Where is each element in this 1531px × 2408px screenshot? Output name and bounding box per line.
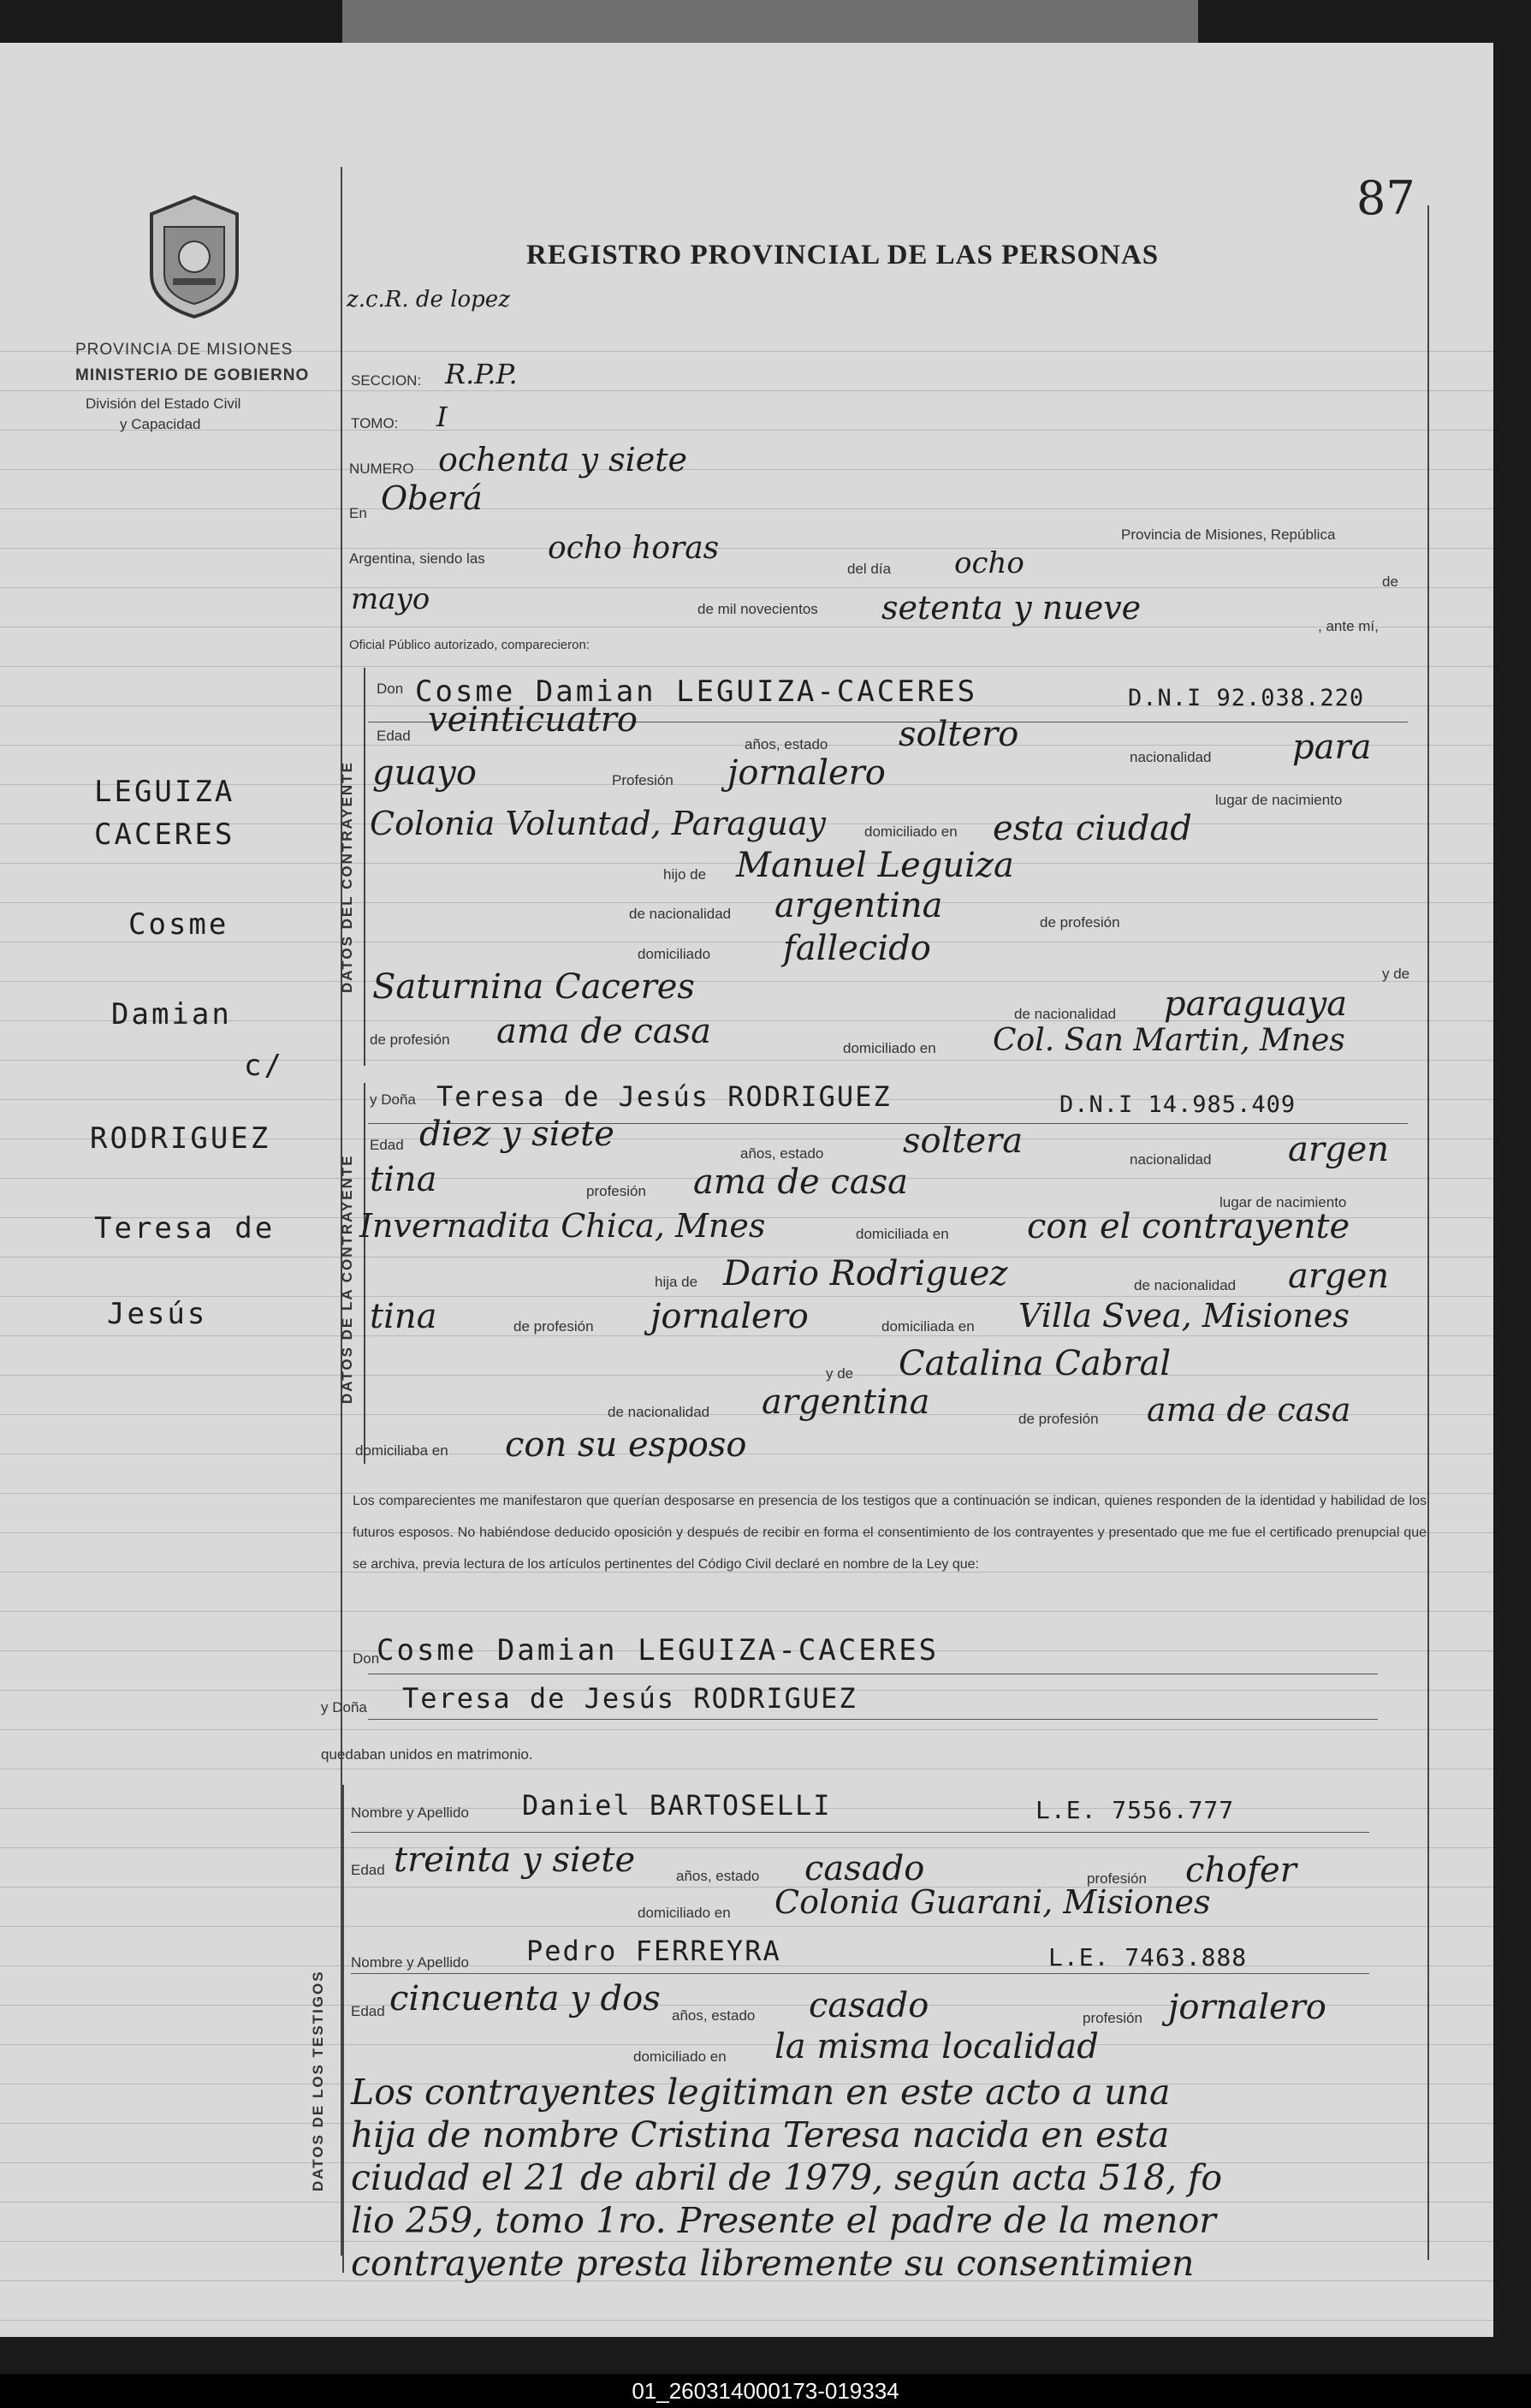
groom-edad-label: Edad (377, 728, 411, 744)
margin-given-1: Cosme (128, 907, 229, 942)
ruled-line (0, 981, 1493, 982)
groom-yde-label: y de (1382, 966, 1410, 982)
t1-edad: treinta y siete (394, 1840, 636, 1880)
t1-dom-label: domiciliado en (638, 1905, 731, 1921)
t2-estado: casado (809, 1986, 929, 2025)
groom-nac-a: para (1292, 728, 1372, 767)
groom-nac-label: nacionalidad (1130, 749, 1212, 765)
bride-madre: Catalina Cabral (899, 1344, 1172, 1383)
groom-madre-nac: paraguaya (1164, 984, 1348, 1024)
page-number: 87 (1356, 171, 1415, 225)
groom-padre-nac: argentina (774, 886, 943, 925)
bride-lugar-nac: Invernadita Chica, Mnes (359, 1207, 766, 1245)
argentina-text: Argentina, siendo las (349, 550, 485, 567)
ruled-line (0, 390, 1493, 391)
t1-dom: Colonia Guarani, Misiones (774, 1883, 1211, 1921)
t2-dom-label: domiciliado en (633, 2048, 727, 2065)
groom-lugar-label: lugar de nacimiento (1215, 792, 1343, 808)
groom-madre: Saturnina Caceres (372, 967, 695, 1007)
bride-padre-nac-label: de nacionalidad (1134, 1277, 1237, 1293)
t2-prof: jornalero (1168, 1988, 1326, 2027)
dona-label: y Doña (370, 1091, 416, 1108)
groom-padre: Manuel Leguiza (736, 846, 1014, 885)
bride-madre-nac-label: de nacionalidad (608, 1404, 710, 1420)
ruled-line (0, 469, 1493, 470)
ruled-line (0, 1060, 1493, 1061)
bride-lugar-label: lugar de nacimiento (1219, 1194, 1347, 1210)
bride-dni: D.N.I 14.985.409 (1059, 1091, 1297, 1118)
lugar-label: En (349, 505, 367, 521)
groom-dom-label: domiciliado en (864, 823, 958, 840)
seccion-value: R.P.P. (445, 358, 518, 390)
margin-given-3: Teresa de (94, 1211, 276, 1246)
ruled-line (0, 430, 1493, 431)
testigos-side-label: DATOS DE LOS TESTIGOS (310, 1970, 326, 2191)
bride-padre-prof: jornalero (650, 1297, 809, 1336)
decl-dona-label: y Doña (321, 1699, 367, 1715)
ante-label: , ante mí, (1318, 618, 1379, 634)
hora-value: ocho horas (548, 531, 720, 566)
t2-prof-label: profesión (1083, 2010, 1142, 2026)
decl-bride: Teresa de Jesús RODRIGUEZ (402, 1682, 857, 1715)
ruled-line (0, 666, 1493, 667)
groom-name: Cosme Damian LEGUIZA-CACERES (415, 675, 978, 709)
province-name: PROVINCIA DE MISIONES (75, 341, 294, 359)
margin-given-2: Damian (111, 997, 232, 1032)
anio-value: setenta y nueve (881, 589, 1142, 627)
margin-given-4: Jesús (107, 1297, 208, 1331)
margin-surname-3: RODRIGUEZ (90, 1121, 271, 1156)
provincia-text: Provincia de Misiones, República (1121, 526, 1336, 543)
ruled-line (0, 2320, 1493, 2321)
observation-line-5: contrayente presta libremente su consentimien (351, 2243, 1195, 2284)
groom-nac-b: guayo (372, 753, 477, 793)
bride-padre-nac-b: tina (370, 1297, 437, 1336)
ruled-line (0, 1847, 1493, 1848)
bride-madre-dom-label: domiciliaba en (355, 1442, 448, 1459)
anio-label: de mil novecientos (697, 601, 818, 617)
groom-edad: veinticuatro (428, 700, 638, 740)
groom-madre-dom-label: domiciliado en (843, 1040, 936, 1056)
decl-groom: Cosme Damian LEGUIZA-CACERES (377, 1633, 940, 1668)
t1-estado: casado (804, 1849, 925, 1888)
testigos-bracket (342, 1785, 344, 2273)
groom-domicilio: esta ciudad (993, 809, 1192, 848)
groom-anos-estado: años, estado (745, 736, 828, 752)
groom-hijo-label: hijo de (663, 866, 707, 883)
groom-padre-dom: fallecido (783, 929, 931, 968)
ruled-line (0, 548, 1493, 549)
decl-closing: quedaban unidos en matrimonio. (321, 1746, 533, 1763)
bride-prof: ama de casa (693, 1162, 908, 1202)
t1-prof-label: profesión (1087, 1870, 1147, 1887)
bride-nac-b: tina (370, 1160, 437, 1199)
bride-name: Teresa de Jesús RODRIGUEZ (436, 1080, 892, 1113)
division-name-2: y Capacidad (120, 416, 201, 432)
mes-value: mayo (351, 582, 430, 616)
ruled-line (0, 1729, 1493, 1730)
bride-nac-a: argen (1288, 1130, 1390, 1169)
groom-lugar-nac: Colonia Voluntad, Paraguay (370, 805, 826, 842)
ruled-line (0, 587, 1493, 588)
groom-dni: D.N.I 92.038.220 (1128, 685, 1365, 711)
groom-madre-prof-label: de profesión (370, 1032, 450, 1048)
groom-madre-dom: Col. San Martin, Mnes (993, 1023, 1345, 1058)
ruled-line (0, 902, 1493, 903)
bride-hija-label: hija de (655, 1274, 698, 1290)
bride-padre-nac-a: argen (1288, 1257, 1390, 1296)
bride-padre-dom-label: domiciliada en (881, 1318, 975, 1335)
t2-nombre-label: Nombre y Apellido (351, 1954, 469, 1971)
bride-estado: soltera (903, 1121, 1024, 1161)
coat-of-arms-seal (139, 193, 250, 321)
bride-madre-dom: con su esposo (505, 1425, 747, 1465)
contrayente-side-label: DATOS DEL CONTRAYENTE (339, 761, 355, 993)
bride-padre-dom: Villa Svea, Misiones (1018, 1297, 1350, 1335)
t2-edad: cincuenta y dos (389, 1979, 661, 2019)
t2-dom: la misma localidad (774, 2027, 1099, 2066)
observation-line-4: lio 259, tomo 1ro. Presente el padre de la menor (351, 2200, 1216, 2241)
observation-line-2: hija de nombre Cristina Teresa nacida en esta (351, 2114, 1170, 2155)
bride-madre-nac: argentina (762, 1382, 930, 1422)
groom-madre-nac-label: de nacionalidad (1014, 1006, 1117, 1022)
tomo-label: TOMO: (351, 415, 399, 431)
groom-padre-prof-label: de profesión (1040, 914, 1120, 930)
file-id-footer: 01_260314000173-019334 (0, 2374, 1531, 2408)
groom-padre-dom-label: domiciliado (638, 946, 711, 962)
oficial-text: Oficial Público autorizado, comparecieron: (349, 638, 590, 652)
t1-edad-label: Edad (351, 1862, 385, 1878)
observation-line-1: Los contrayentes legitiman en este acto a una (351, 2072, 1171, 2113)
ruled-line (0, 1611, 1493, 1612)
ruled-line (0, 2241, 1493, 2242)
dia-label: del día (847, 561, 892, 577)
bride-madre-prof-label: de profesión (1018, 1411, 1099, 1427)
tomo-value: I (436, 401, 448, 433)
ministry-name: MINISTERIO DE GOBIERNO (75, 366, 310, 384)
bride-domicilio: con el contrayente (1027, 1207, 1350, 1246)
bride-prof-label: profesión (586, 1183, 646, 1199)
contrayente-bracket (364, 668, 365, 1066)
bride-padre: Dario Rodriguez (723, 1254, 1008, 1293)
contrayente2-bracket (364, 1083, 365, 1464)
ruled-line (0, 1375, 1493, 1376)
bride-anos-estado: años, estado (740, 1145, 824, 1162)
groom-estado: soltero (899, 715, 1019, 754)
t1-nombre: Daniel BARTOSELLI (522, 1789, 832, 1822)
ruled-line (0, 1926, 1493, 1927)
bride-padre-prof-label: de profesión (513, 1318, 594, 1335)
t2-nombre: Pedro FERREYRA (526, 1935, 781, 1967)
margin-surname-2: CACERES (94, 818, 235, 852)
lugar-value: Oberá (381, 479, 483, 517)
bride-edad-label: Edad (370, 1137, 404, 1153)
numero-label: NUMERO (349, 461, 414, 477)
ruled-line (0, 508, 1493, 509)
bride-dom-label: domiciliada en (856, 1226, 949, 1242)
groom-prof-label: Profesión (612, 772, 674, 788)
seccion-label: SECCION: (351, 372, 422, 389)
page-title: REGISTRO PROVINCIAL DE LAS PERSONAS (526, 240, 1160, 271)
don-label: Don (377, 681, 404, 697)
t2-edad-label: Edad (351, 2003, 385, 2019)
dia-value: ocho (954, 546, 1024, 580)
declaration-text: Los comparecientes me manifestaron que querían desposarse en presencia de los testigos que a continuación se indican, quienes responden de la identidad y habilidad de los futuros esposos. No habiéndose deducido oposición y después de recibir en forma el consentimiento de los contrayentes y presentado que me fue el certificado prenupcial que se archiva, previa lectura de los artículos pertinentes del Código Civil declaré en nombre de la Ley que: (353, 1494, 1427, 1572)
margin-surname-1: LEGUIZA (94, 775, 235, 809)
observation-line-3: ciudad el 21 de abril de 1979, según acta 518, fo (351, 2157, 1223, 2198)
t2-anos-estado: años, estado (672, 2007, 756, 2024)
right-frame-line (1427, 205, 1429, 2260)
groom-madre-prof: ama de casa (496, 1012, 711, 1051)
t1-nombre-label: Nombre y Apellido (351, 1805, 469, 1821)
bride-edad: diez y siete (419, 1115, 614, 1154)
t1-anos-estado: años, estado (676, 1868, 760, 1884)
t1-doc: L.E. 7556.777 (1036, 1796, 1235, 1824)
groom-prof: jornalero (727, 753, 886, 793)
bride-nac-label: nacionalidad (1130, 1151, 1212, 1168)
t1-prof: chofer (1185, 1851, 1297, 1890)
de-label: de (1382, 574, 1398, 590)
margin-con: c/ (244, 1049, 284, 1083)
numero-value: ochenta y siete (438, 441, 688, 479)
bride-yde-label: y de (826, 1365, 854, 1382)
bride-madre-prof: ama de casa (1147, 1391, 1351, 1429)
groom-padre-nac-label: de nacionalidad (629, 906, 732, 922)
t2-doc: L.E. 7463.888 (1048, 1943, 1248, 1971)
officer-note: z.c.R. de lopez (347, 287, 510, 312)
contrayente2-side-label: DATOS DE LA CONTRAYENTE (339, 1154, 355, 1404)
division-name: División del Estado Civil (86, 395, 241, 412)
ruled-line (0, 2044, 1493, 2045)
decl-don-label: Don (353, 1650, 380, 1667)
